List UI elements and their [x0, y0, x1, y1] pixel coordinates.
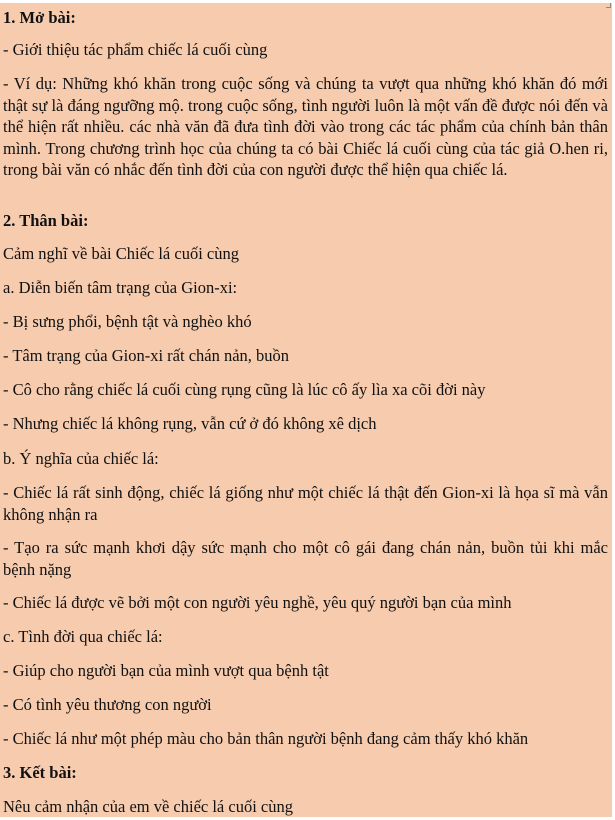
list-item: - Tâm trạng của Gion-xi rất chán nản, buồn — [3, 346, 290, 365]
list-item: - Chiếc lá được vẽ bởi một con người yêu nghề, yêu quý người bạn của mình — [3, 593, 512, 612]
list-item: - Bị sưng phổi, bệnh tật và nghèo khó — [3, 312, 252, 331]
list-item: - Cô cho rằng chiếc lá cuối cùng rụng cũng là lúc cô ấy lìa xa cõi đời này — [3, 380, 486, 399]
paragraph-ket-bai: Nêu cảm nhận của em về chiếc lá cuối cùng — [3, 797, 293, 816]
subheading-dien-bien: a. Diễn biến tâm trạng của Gion-xi: — [3, 278, 238, 297]
heading-ket-bai: 3. Kết bài: — [3, 763, 77, 782]
list-item: - Có tình yêu thương con người — [3, 695, 212, 714]
list-item: - Tạo ra sức mạnh khơi dậy sức mạnh cho một cô gái đang chán nản, buồn tủi khi mắc bệnh nặng — [3, 538, 608, 579]
document-page — [0, 3, 612, 817]
list-item: - Chiếc lá rất sinh động, chiếc lá giống như một chiếc lá thật đến Gion-xi là họa sĩ mà vẫn không nhận ra — [3, 483, 608, 524]
heading-than-bai: 2. Thân bài: — [3, 211, 89, 230]
list-item: - Nhưng chiếc lá không rụng, vẫn cứ ở đó không xê dịch — [3, 414, 377, 433]
paragraph-gioi-thieu: - Giới thiệu tác phẩm chiếc lá cuối cùng — [3, 40, 268, 59]
paragraph-vi-du: - Ví dụ: Những khó khăn trong cuộc sống và chúng ta vượt qua những khó khăn đó mới thật sự là đáng ngưỡng mộ. trong cuộc sống, tình người luôn là một vấn đề được nói đến và thể hiện rất nhiều. các nhà văn đã đưa tình đời vào trong các tác phẩm của chính bản thân mình. Trong chương trình học của chúng ta có bài Chiếc lá cuối cùng của tác giả O.hen ri, trong bài văn có nhắc đến tình đời của con người được thể hiện qua chiếc lá. — [3, 74, 608, 179]
subheading-y-nghia: b. Ý nghĩa của chiếc lá: — [3, 449, 159, 468]
paragraph-cam-nghi: Cảm nghĩ về bài Chiếc lá cuối cùng — [3, 244, 239, 263]
list-item: - Chiếc lá như một phép màu cho bản thân người bệnh đang cảm thấy khó khăn — [3, 729, 529, 748]
list-item: - Giúp cho người bạn của mình vượt qua bệnh tật — [3, 661, 329, 680]
subheading-tinh-doi: c. Tình đời qua chiếc lá: — [3, 627, 163, 646]
heading-mo-bai: 1. Mở bài: — [3, 8, 76, 27]
